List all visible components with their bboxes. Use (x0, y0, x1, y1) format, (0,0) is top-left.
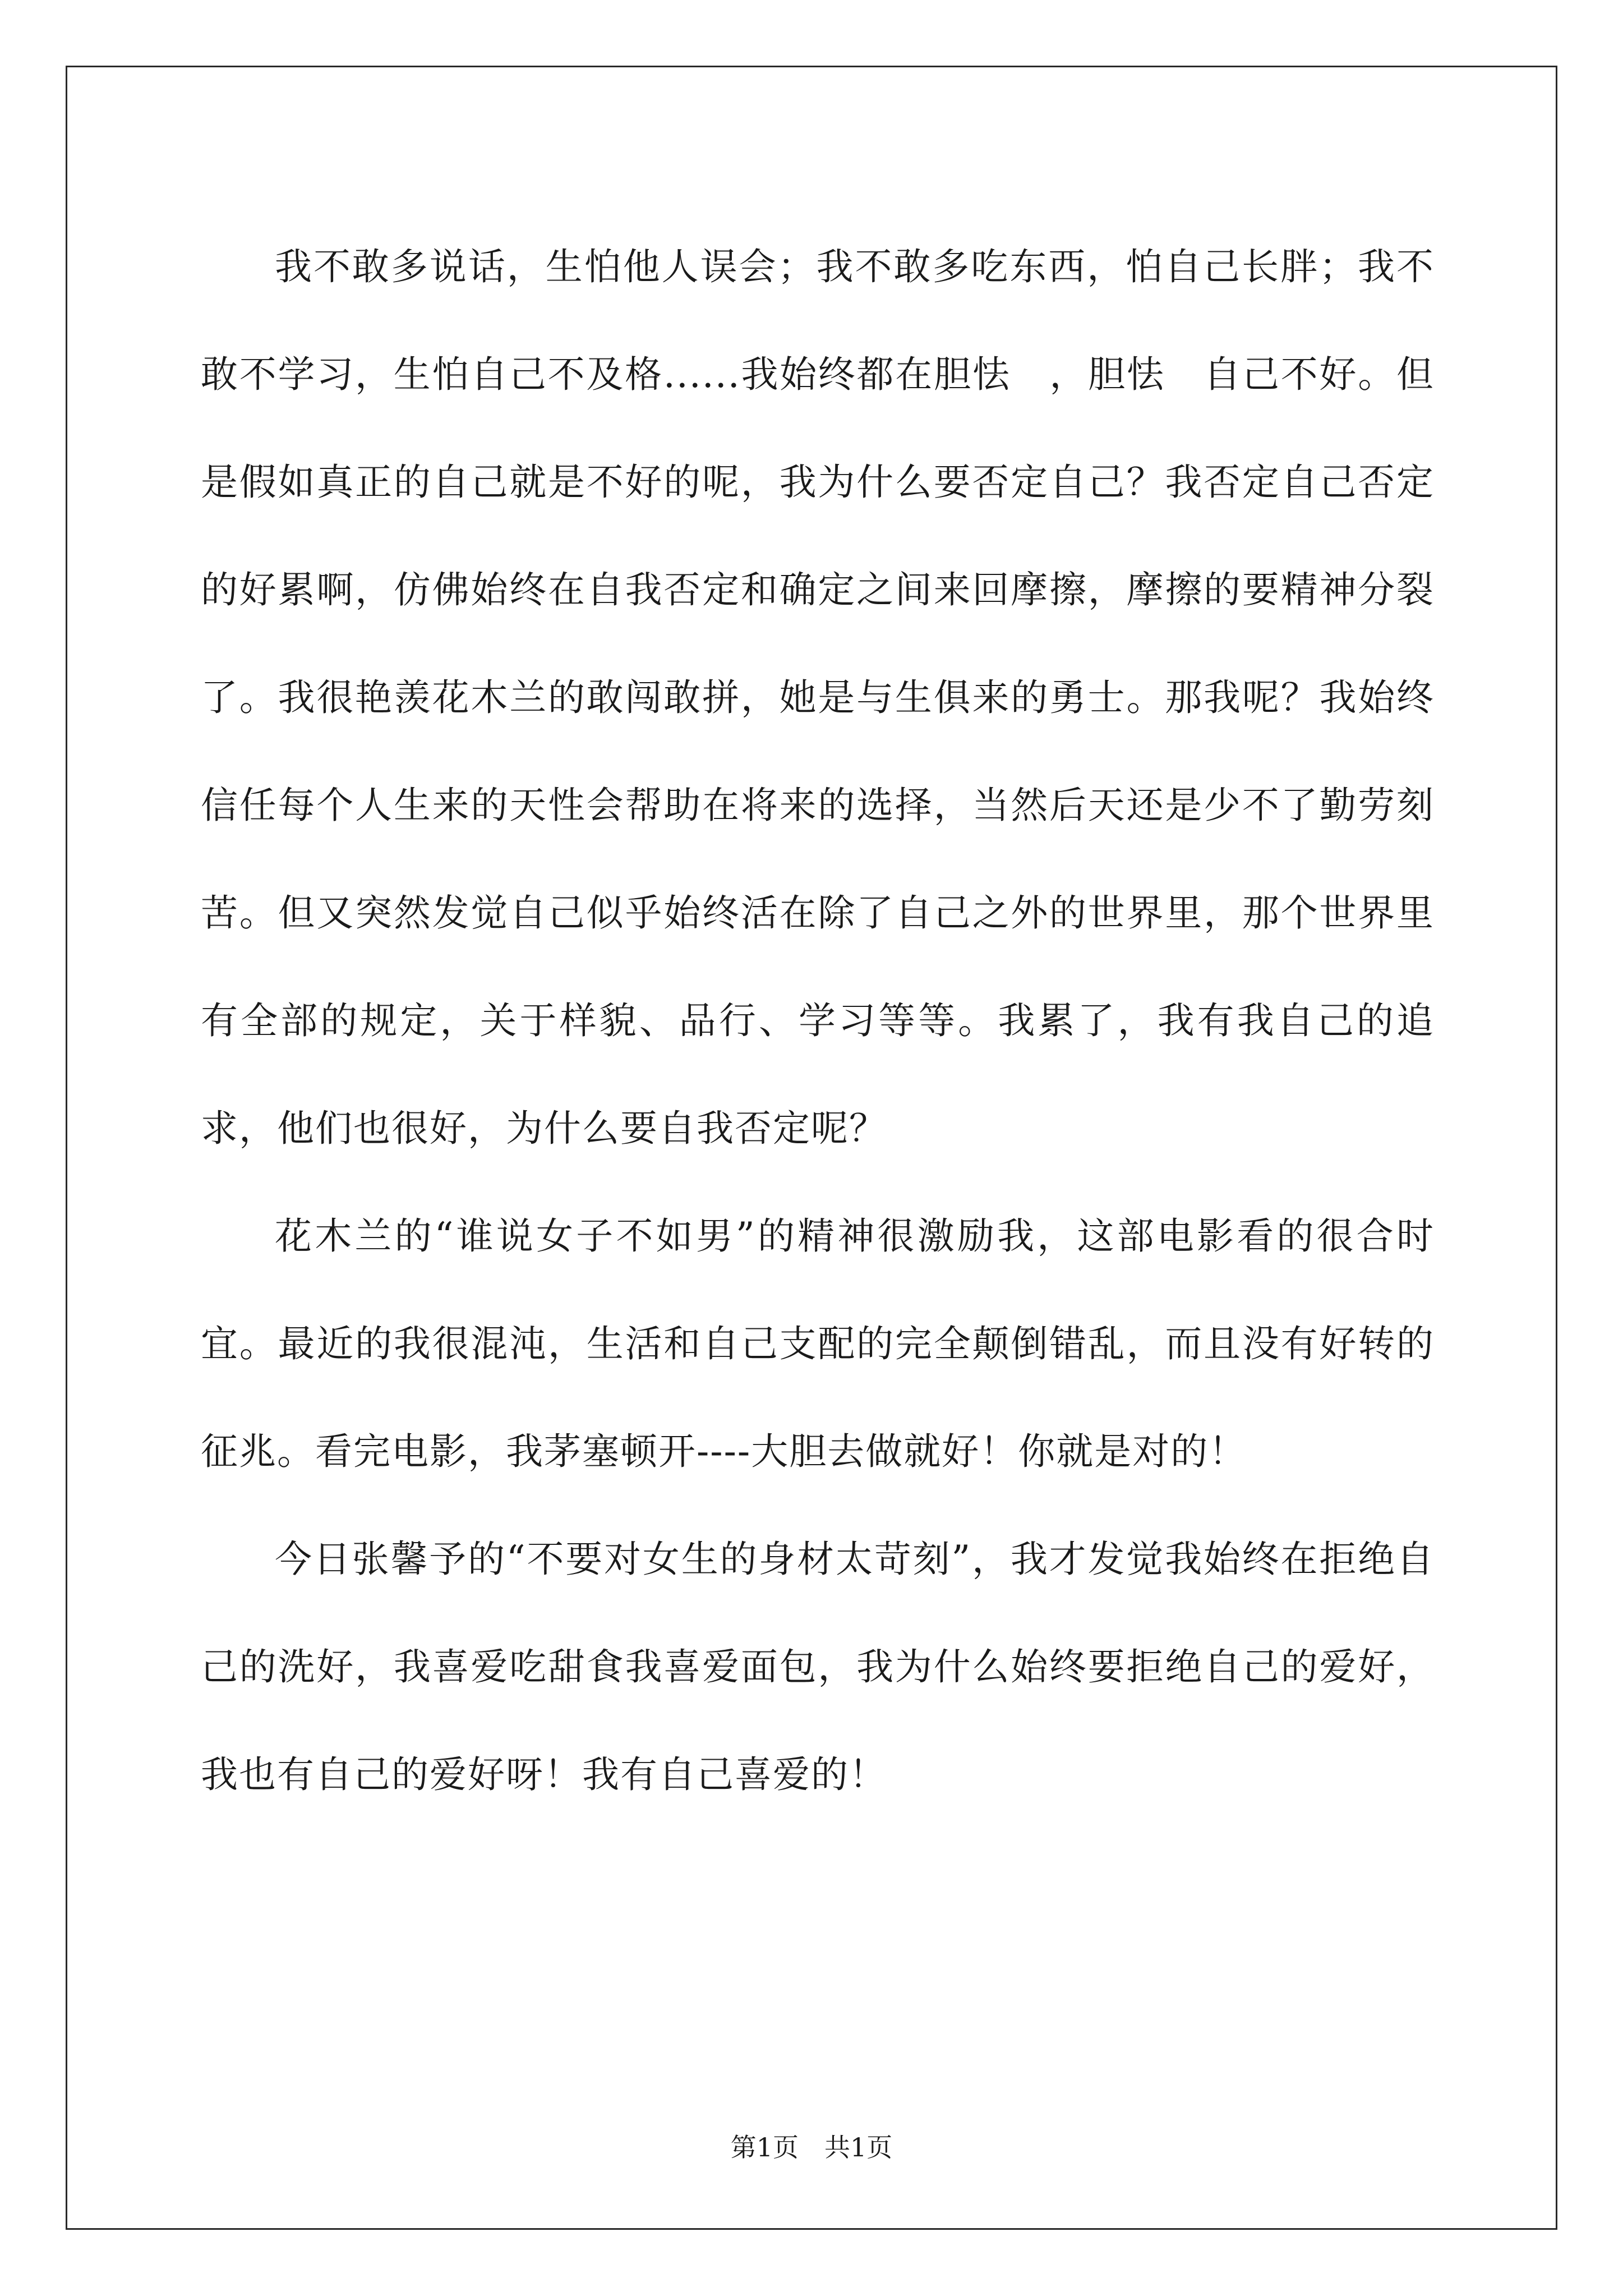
paragraph-1: 我不敢多说话，生怕他人误会；我不敢多吃东西，怕自己长胖；我不敢不学习，生怕自己不及格......我始终都在胆怯 ，胆怯 自己不好。但是假如真正的自己就是不好的呢，我为什么要否定自己？我否定自己否定的好累啊，仿佛始终在自我否定和确定之间来回摩擦，摩擦的要精神分裂了。我很艳羡花木兰的敢闯敢拼，她是与生俱来的勇士。那我呢？我始终信任每个人生来的天性会帮助在将来的选择，当然后天还是少不了勤劳刻苦。但又突然发觉自己似乎始终活在除了自己之外的世界里，那个世界里有全部的规定，关于样貌、品行、学习等等。我累了，我有我自己的追求，他们也很好，为什么要自我否定呢？ (201, 245, 1435, 1150)
paragraph-3: 今日张馨予的“不要对女生的身材太苛刻”，我才发觉我始终在拒绝自己的洗好，我喜爱吃甜食我喜爱面包，我为什么始终要拒绝自己的爱好，我也有自己的爱好呀！我有自己喜爱的！ (201, 1538, 1435, 1796)
document-body (201, 213, 1435, 1829)
paragraph-2: 花木兰的“谁说女子不如男”的精神很激励我，这部电影看的很合时宜。最近的我很混沌，生活和自己支配的完全颠倒错乱，而且没有好转的征兆。看完电影，我茅塞顿开----大胆去做就好！你就是对的！ (201, 1214, 1435, 1473)
page-number: 第1页 共1页 (730, 2132, 893, 2162)
page-footer (0, 2131, 1623, 2164)
